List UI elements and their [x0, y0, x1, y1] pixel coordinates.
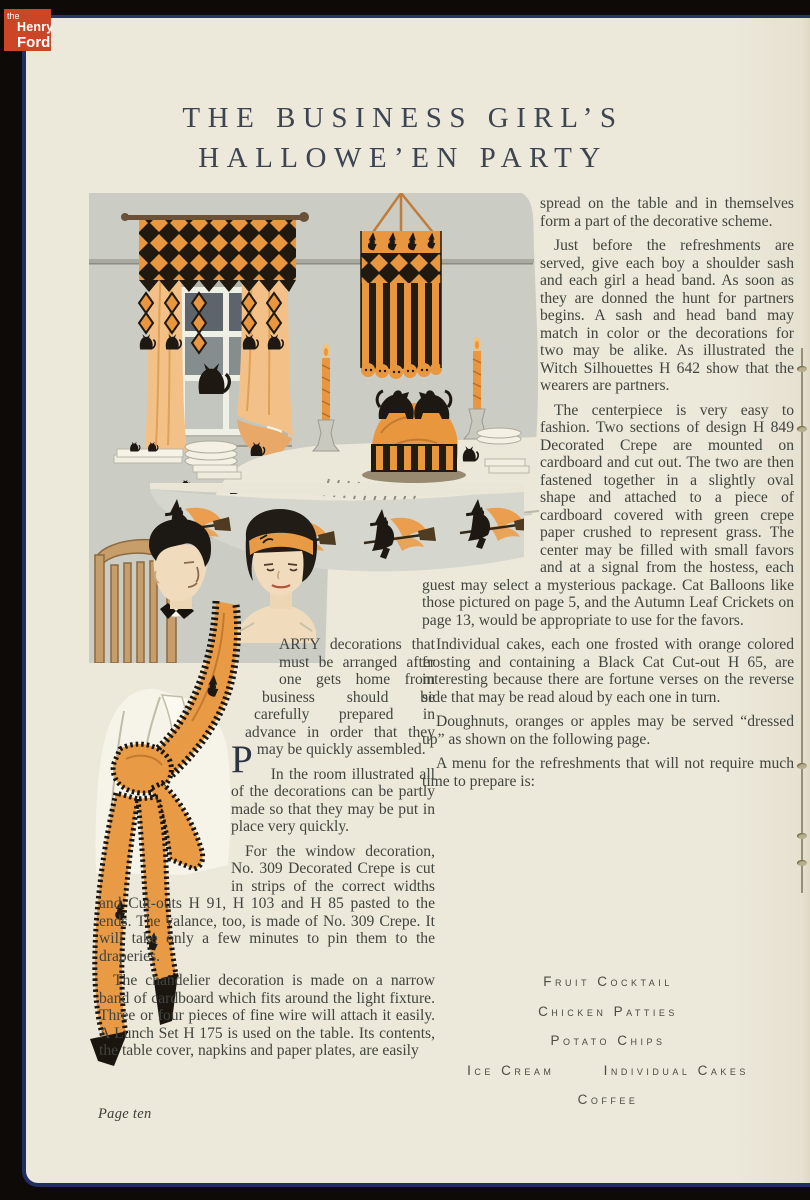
paragraph: Individual cakes, each one frosted with orange colored frosting and containing a Black Cat Cut-out H 65, are interesting because there are fortune verses on the reverse side that may be read aloud by each one in turn. — [422, 636, 794, 706]
right-text-column — [422, 195, 794, 790]
paragraph-text: ARTY decorations that must be arranged after one gets home from business should be carefully prepared in advance in order that they may be quickly assembled. — [245, 636, 435, 758]
paragraph: Just before the refreshments are served, give each boy a shoulder sash and each girl a head band. As soon as they are donned the hunt for partners begins. A sash and head band may match in color or the decorations for two may be alike. As illustrated the Witch Silhouettes H 642 show that the wearers are partners. — [540, 237, 794, 394]
paragraph: The centerpiece is very easy to fashion. Two sections of design H 849 Decorated Crepe are mounted on cardboard and cut out. The two are then fastened together in a slightly oval shape and attached to a piece of cardboard covered with green crepe paper crushed to represent grass. The center may be filled with small favors and at a signal from the hostess, each guest may select a mysterious package. Cat Balloons like those pictured on page 5, and the Autumn Leaf Crickets on page 13, would be appropriate to use for the favors. — [422, 401, 794, 629]
menu-item: Potato Chips — [550, 1033, 666, 1048]
logo-text-henry: Henry — [17, 20, 54, 34]
title-line-2: HALLOWE’EN PARTY — [198, 142, 608, 174]
sash-spacer — [99, 725, 237, 742]
binding-stitch — [797, 860, 807, 866]
binding-stitch — [797, 426, 807, 432]
binding-stitch — [797, 763, 807, 769]
menu-item: Individual Cakes — [603, 1062, 749, 1078]
menu-item: Fruit Cocktail — [543, 974, 673, 989]
logo-text-the: the — [7, 11, 20, 21]
paragraph: In the room illustrated all of the decorations can be partly made so that they may be put in place very quickly. — [231, 765, 435, 835]
paragraph: Doughnuts, oranges or apples may be served “dressed up” as shown on the following page. — [422, 713, 794, 748]
woman-portrait — [236, 509, 317, 643]
left-text-column — [99, 636, 435, 1060]
illustration-spacer — [422, 195, 540, 569]
magazine-page — [22, 15, 810, 1187]
sash-spacer — [99, 690, 254, 708]
sash-spacer — [99, 672, 262, 690]
sash-spacer — [99, 708, 245, 725]
henry-ford-logo — [4, 9, 54, 51]
menu-item-row — [422, 1063, 794, 1078]
menu-item: Coffee — [577, 1092, 639, 1107]
paragraph: spread on the table and in themselves form a part of the decorative scheme. — [540, 195, 794, 230]
paragraph: For the window decoration, No. 309 Decorated Crepe is cut in strips of the correct widths and Cut-outs H 91, H 103 and H 85 pasted to the ends. The valance, too, is made of No. 309 Crepe. It will take only a few minutes to pin them to the draperies. — [99, 842, 435, 965]
title-line-1: THE BUSINESS GIRL’S — [182, 102, 624, 134]
paragraph: A menu for the refreshments that will not require much time to prepare is: — [422, 755, 794, 790]
menu-item: Ice Cream — [467, 1062, 555, 1078]
page-title — [26, 98, 780, 178]
binding-stitch — [797, 366, 807, 372]
menu-item: Chicken Patties — [538, 1003, 678, 1019]
paragraph: The chandelier decoration is made on a narrow band of cardboard which fits around the light fixture. Three or four pieces of fine wire will attach it easily. A Lunch Set H 175 is used on the table. Its contents, the table cover, napkins and paper plates, are easily — [99, 972, 435, 1059]
logo-text-ford: Ford — [17, 33, 51, 51]
refreshments-menu — [422, 974, 794, 1122]
sash-spacer — [99, 636, 279, 672]
page-number: Page ten — [98, 1106, 152, 1122]
drop-cap: P — [231, 738, 253, 781]
binding-stitch — [797, 833, 807, 839]
sash-spacer — [99, 742, 231, 878]
